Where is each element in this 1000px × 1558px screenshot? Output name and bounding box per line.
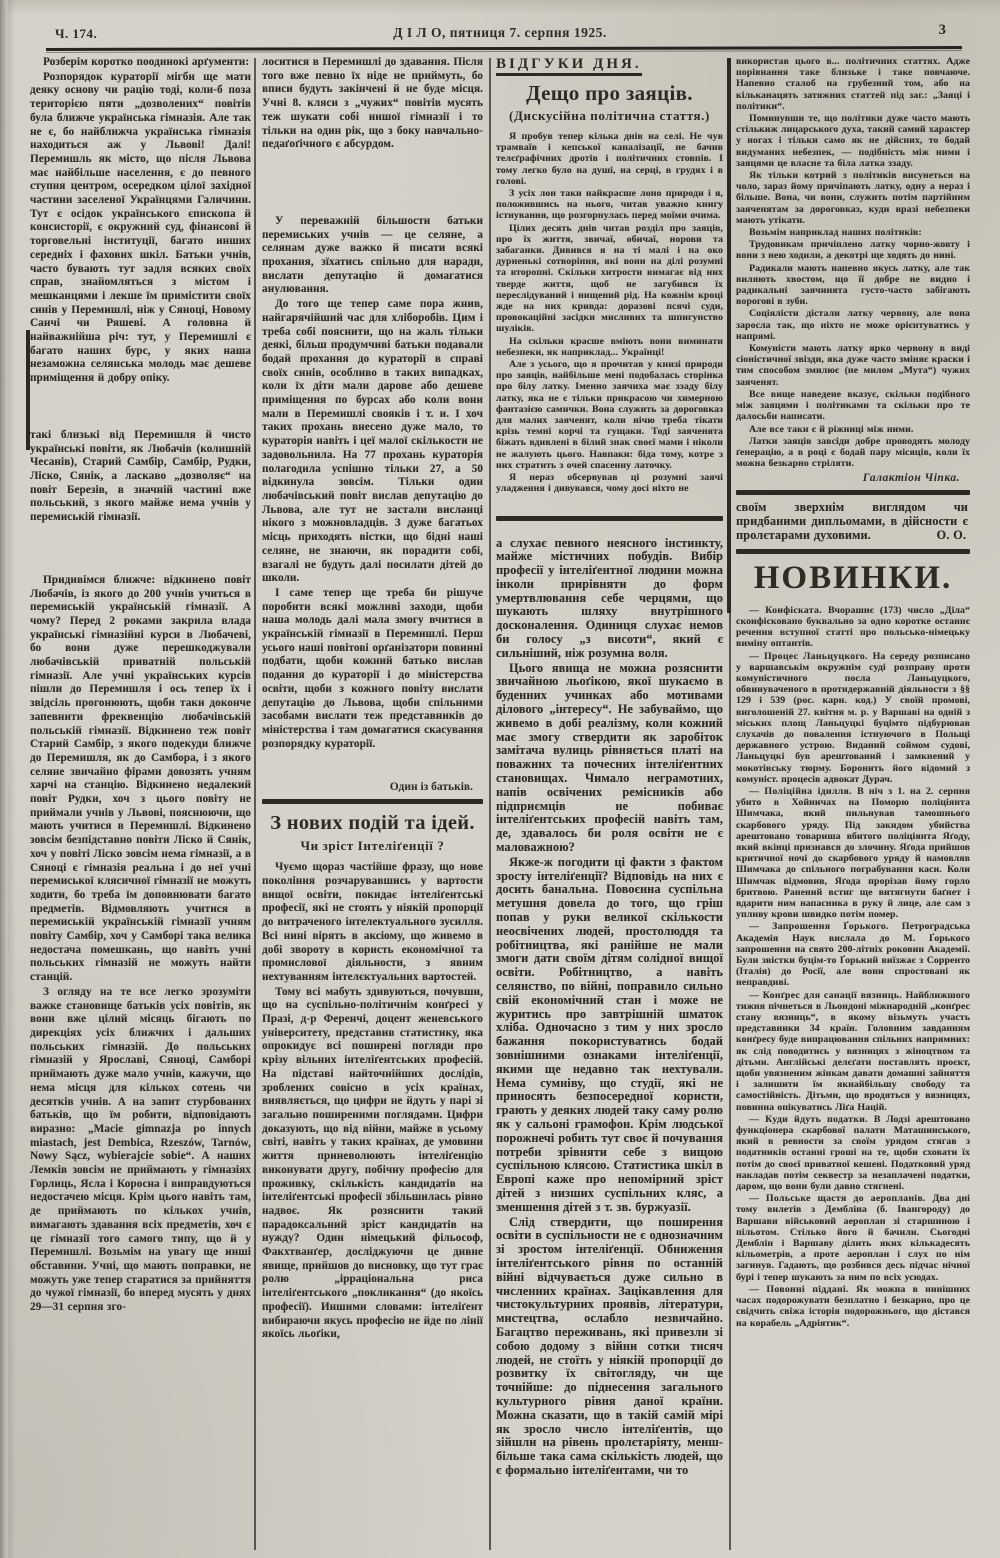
paragraph: У переважній більшости батьки перемиських учнів — це селяне, а селянам дуже важко й писати всякі прохання, зїхатись спільно для наради, вислати депутацію й домагатися анулювання. bbox=[262, 214, 483, 296]
column-rule-2 bbox=[489, 58, 491, 1550]
paragraph: До того ще тепер саме пора жнив, найгарячійший час для хліборобів. Цим і треба собі пояснити, що на жаль тільки деякі, більш продумчиві батьки подавали бодай прохання до кураторії в справі своїх синів, особливо в таких випадках, коли їх діти мали дарове або дешеве приміщення по бурсах або коли вони мали в Перемишлі свояків і т. и. І хоч таких прохань внесено дуже мало, то кураторія навіть і цеї малої скількости не задовольнила. На 77 прохань кураторія полагодила успішно тільки 27, а 50 відкинула зовсім. Тільки один любачівський повіт вислав депутацію до Львова, але тут не застали висланці нікого з можновладців. З дуже багатьох місць приходять вістки, що бідні наші селяне, не знаючи, як порадити собі, взагалі не будуть далі посилати дітей до школи. bbox=[262, 298, 483, 585]
headline: Дещо про заяців. bbox=[526, 81, 693, 105]
paragraph: Радикали мають напевно якусь латку, але так виляють хвостом, що її добре не видно і радикальні заячинята густо-часто забігають ворогові в зуби. bbox=[736, 262, 970, 308]
scan-edge-shadow bbox=[0, 0, 9, 1558]
headline: З нових подій та ідей. bbox=[270, 812, 475, 835]
paragraph: Але все таки є й ріжниці між ними. bbox=[749, 423, 914, 435]
divider bbox=[736, 490, 970, 495]
paragraph: Цього явища не можна розяснити звичайною льоґікою, якої шукаємо в буденних учинках або мотивами ділового „інтересу“. Не забуваймо, що живемо в добі реалізму, коли кожний має змогу ствердити як заробіток замітача вулиць рівняється платі на поважних та почесних інтеліґентних становищах. Чимало неграмотних, напів освічених ремісників або підприємців не побиває інтеліґентських професій навіть там, де, здавалось би роля освіти не є маловажною? bbox=[496, 660, 723, 855]
column-rule-1 bbox=[254, 58, 256, 1550]
paragraph: Трудовикам причіплено латку чорно-жовту і вони з нею ходили, а декотрі ще ходять до нині. bbox=[736, 239, 970, 262]
paragraph: Якже-ж погодити ці факти з фактом зросту інтеліґенції? Відповідь на них є досить банальна. Повоєнна суспільна метушня довела до того, що гріш попав у руки великої скількости неосвічених людей, простолюддя та робітництва, які ранійше не мали змоги дати своїм дітям солідної вищої освіти. Робітництво, а навіть селянство, по війні, поправило сильно свій економічний стан і може не журитись про завтрішній шматок хліба. Одночасно з тим у них зросло бажання покористуватись бодай зовнішними ознаками інтеліґенції, якими ще недавно так нехтували. Нема сумніву, що студії, які не приносять безпосередної користи, грають у деяких людей таку саму ролю як у сальоні грамофон. Крім людської порожнечі робить тут своє й почування потреби зрівняти себе з вищою суспільною клясою. Статистика шкіл в Европі каже про непомірний зріст дітей з низших суспільних кляс, а зменшення дітей з т. зв. буржуазії. bbox=[496, 854, 723, 1214]
column-1 bbox=[30, 56, 251, 1554]
issue-number: Ч. 174. bbox=[55, 26, 98, 41]
paragraph: Комуністи мають латку ярко червону в виді сіоністичної звізди, яка дуже часто зміняє краски і тим способом змилює (не милом „Мута“) чужих заяченят. bbox=[736, 343, 970, 388]
news-item: — Запрошення Ґорького. Петроградська Академія Наук вислала до М. Ґорького запрошення на свято 200-літніх роковин Академії. Були звістки буцім-то Ґорький виїзжає з Сорренто (Італія) до Росії, але вони спростовані як неправдиві. bbox=[736, 921, 970, 989]
paragraph: а слухає певного неясного інстинкту, майже містичних побудів. Вибір професії у інтеліґентної людини можна інколи прирівняти до форм умертвлювання себе черцями, що шукають шляху внутрішного досконалення. Одиниця слухає немов би голосу „з висоти“, який є сильніший, ніж розумна воля. bbox=[496, 535, 723, 660]
page-number: 3 bbox=[938, 22, 946, 38]
paragraph: Придивімся ближче: відкинено повіт Любачів, із якого до 200 учнів учиться в перемиській українській гімназії. А чому? Перед 2 роками закрила влада українські гімназійні курси в Любачеві, бо вони дуже перешкоджували любачівській приватній польській гімназії. Але учні українських курсів пішли до Перемишля і ось тепер їх і звідсіль прогонюють, щоби таки доконче запевнити фреквенцію любачівській польській гімназії. Відкинено теж повіт Старий Самбір, з якого подекуди ближче до Перемишля, як до Самбора, і з якого селяне звичайно фірами довозять учням харчі на станцію. Відкинено недалекий повіт Рудки, хоч з цього повіту не приймали учнів у Львові, пояснюючи, що мають учитися в Перемишлі. Відкинено зовсім безпідставно повіти Ліско й Сянік, хоч у повіті Ліско зовсім нема гімназії, а в Сяноці є гімназія реальна і до неї учні перемиської клясичної гімназії не можуть ходити, бо треба їм доповнювати багато предметів. Відмовляють учитися в перемиській українській гімназії учням повіту Самбір, хоч у Самборі така велика недостача помешкань, що навіть учні польських гімназій не можуть найти станцій. bbox=[30, 573, 251, 984]
divider bbox=[496, 516, 723, 521]
paragraph: Я пробув тепер кілька днів на селі. Не чув трамваїв і кепської каналізації, не бачив телєґрафічних дротів і політичних стовпів. І тому легко було на душі, на серці, в грудях і в голові. bbox=[496, 131, 723, 187]
paragraph: своїм зверхнім виглядом чи придбаними дипльомами, в дійсности є пролєтарами духовими. О. О. bbox=[736, 500, 968, 542]
paragraph: Слід ствердити, що поширення освіти в суспільности не є однозначним зі зростом інтеліґенції. Обниження інтеліґентського рівня по останній війні відчувається дуже сильно в численних країнах. Зацікавлення для чистокультурних проявів, літератури, мистецтва, ослабло незвичайно. Багацтво переживань, які привезли зі собою додому з війни сотки тисяч людей, не стоїть у ніякій пропорції до розвитку їх світогляду, чи ще точнійше: до піднесення загального культурного рівня даної країни. Можна сказати, що в такій самій мірі як зросло число інтеліґентів, що зійшли на рівень пролєтаріяту, менш-більше така сама скількість людей, що є формально інтеліґентами, чи то bbox=[496, 1214, 723, 1477]
paragraph: На скільки красше вміють вони виминати небезпеки, як наприклад... Українці! bbox=[496, 335, 723, 358]
paragraph: Латки заяців завсіди добре проводять молоду ґенерацію, а в році є бодай пару місяців, коли їх можна безкарно стріляти. bbox=[736, 435, 970, 470]
column-gap bbox=[496, 496, 723, 510]
column-gap bbox=[262, 153, 483, 215]
news-item: — Конфіската. Вчорашнє (173) число „Діла“ сконфісковано буквально за одно коротке останнє речення вступної статті про польсько-німецьку виміну оптантів. bbox=[736, 604, 970, 650]
byline: Один із батьків. bbox=[389, 781, 473, 794]
paragraph: Возьмім наприклад наших політиків: bbox=[749, 227, 922, 239]
column-gap bbox=[262, 752, 483, 778]
news-item: — Куди йдуть податки. В Лодзі арештовано функціонера скарбової палати Маташинського, який в ревности за своїм урядом стягав з податників останні гроші на те, щоби сховати їх потім до своєї приватної кешені. Податковий уряд накладав потім секвестр за незаплачені податки, даром, що вони були давно стягнені. bbox=[736, 1113, 970, 1193]
column-gap bbox=[30, 526, 251, 574]
column-3 bbox=[496, 56, 723, 1554]
divider bbox=[736, 549, 970, 554]
paragraph: Розпорядок кураторії мігби ще мати деяку основу чи рацію тоді, коли-б поза територією пяти „дозволених“ повітів була ближче українська гімназія. Але так не є, бо найближча українська гімназія находиться аж у Львові! Далі! Перемишль як місто, що після Львова має найбільше населення, є до певного ступня центром, осередком цілої західної частини заселеної Українцями Галичини. Тут є осідок українського єпископа й консисторії, є окружний суд, фінансові й торговельні інституції, багато инших середніх і фахових шкіл. Батьки учнів, часто бувають тут задля всяких своїх справ, знайомляться з містом і мешканцями і лекше їм примістити своїх синів у Перемишлі, ніж у Сяноці, Новому Санчі чи Ряшеві. А головна й найважнійша річ: тут, у Перемишлі є багато наших бурс, у яких наша незаможна селянська молодь має дешеве приміщення й добру опіку. bbox=[30, 70, 251, 385]
paragraph: З огляду на те все легко зрозуміти важке становище батьків усіх повітів, як вони вже цілий місяць бігають по дирекціях усіх ближчих і дальших польських гімназій. До польських гімназій у Ярославі, Сяноці, Самборі приймають дуже мало учнів, кажучи, що нема місця для кількох сотень чи десятків учнів. А на запит стурбованих батьків, що їм робити, відповідають виразно: „Macie gimnazja po innych miastach, jest Dembica, Rzeszów, Tarnów, Nowy Sącz, wybierajcie sobie“. А наших Лемків зовсім не приймають у гімназіях Горлиць, Ясла і Коросна і виправдуються недостачею місця. Крім цього навіть там, де приймають по кількох учнів, вимагають здавання всіх предметів, хоч є це гімназії того самого типу, що й у Перемишлі. Возьмім на увагу ще инші обставини. Учні, що мають поправки, не можуть уже тепер старатися за прийняття до чужої гімназії, бо вперед мусять у днях 29—31 серпня зго- bbox=[30, 985, 251, 1314]
paragraph: Чуємо щораз частійше фразу, що нове покоління розчарувавшись у вартости вищої освіти, покидає інтеліґентські професії, які не стоять у ніякій пропорції до витраченого інтелектуального зусилля. Всі нині вірять в аксіому, що живемо в добі звороту в користь економічної та промислової діяльности, з явним нехтуванням інтелєктуальних вартостей. bbox=[262, 861, 483, 983]
paragraph: такі близькі від Перемишля й чисто українські повіти, як Любачів (колишній Чесанів), Старий Самбір, Самбір, Рудки, Ліско, Сянік, а ласкаво „дозволяє“ на повіт Березів, в значній частині вже польський, з якого майже нема учнів у перемиській гімназії. bbox=[30, 428, 251, 524]
section-header: ВІДГУКИ ДНЯ. bbox=[496, 56, 723, 73]
headline: НОВИНКИ. bbox=[753, 559, 953, 596]
news-item: — Польське щастя до аеропланів. Два дні тому вилетів з Дембліна (б. Івангороду) до Варшави військовий аероплан зі старшиною і пільотом. Стілько його й бачили. Сьогодні Демблін і Варшаву ділить яких кількадесять кільометрів, а проте аероплан і слух по нім загинув. Гадають, що розбився десь підчас нічної бурі і тепер шукають за ним по всіх усюдах. bbox=[736, 1193, 970, 1283]
headline: Чи зріст Інтеліґенції ? bbox=[300, 838, 445, 854]
paragraph: Поминувши те, що політики дуже часто мають стількиж лицарського духа, такий самий характер у ногах і тільки само як не дійсних, то бодай видуманих небезпек, — подібність між ними і заяцями це власне та біла латка ззаду. bbox=[736, 113, 970, 169]
masthead: Д І Л О, пятниця 7. серпня 1925. bbox=[393, 25, 607, 40]
paragraph: Як тільки котрий з політиків висунеться на чоло, зараз йому причіпають латку, одну а нераз і більше. Вона, чи вони, служить потім партійним заяченятам за дороговказ, куди вразі небезпеки мають утікати. bbox=[736, 170, 970, 226]
paragraph: Цілих десять днів читав розділ про заяців, про їх життя, звичаї, обичаї, норови та забаганки. Дивився я на ті малі і на око дурненькі сотворіння, які вони на ділі розумні та второпні. Скільки хитрости вимагає від них тверде життя, щоб не загубився їх переслідуваний і нищений рід. На кожнім кроці жде на них кривда: доразові псячі суди, провокаційні засідки мисливих та шпигунство шуліків. bbox=[496, 222, 723, 335]
paragraph: лоситися в Перемишлі до здавання. Після того вже певно їх ніде не приймуть, бо вписи будуть закінчені й не буде місця. Учні 8. кляси з „чужих“ повітів мусять теж шукати собі иншої гімназії і то тільки на один рік, що з боку навчально-педаґоґічного є абсурдом. bbox=[262, 56, 483, 151]
column-gap bbox=[496, 527, 723, 537]
paragraph: Все вище наведене вказує, скільки подібного між заяцями і політиками та скільки про те далосьби написати. bbox=[736, 388, 970, 423]
paragraph: І саме тепер ще треба би рішуче поробити всякі можливі заходи, щоби наша молодь далі мала змогу вчитися в українській гімназії в Перемишлі. Перш усього наші повітові орґанізатори повинні подбати, щоби кожний батько вислав подання до кураторії і до міністерства освіти, щоби з кожного повіту вислати депутацію до Львова, щоби спільними засобами вислати теж представників до міністерства і там домагатися скасування розпорядку кураторії. bbox=[262, 586, 483, 750]
column-gap bbox=[30, 387, 251, 429]
news-item: — Конґрес для санації вязниць. Найближшого тижня пічнеться в Льондоні міжнародній „конґрес стану вязниць“, в якому візьмуть участь представники 34 країн. Головним завданням конґресу буде випрацювання спільних напрямних: як слід поводитись у вязницях з жіноцтвом та дітьми. Англійські делєґати поставлять проєкт, щоби увязненим жінкам давати домашні зайняття і залишити їм якнайбільшу свободу та самостійність. Дітьми, що вродяться у вязницях, повинна опікуватись Ліґа Націй. bbox=[736, 989, 970, 1113]
column-2 bbox=[262, 56, 483, 1554]
paragraph: Соціялісти дістали латку червону, але вона заросла так, що ніхто не може орієнтуватись у напрямі. bbox=[736, 308, 970, 342]
news-item: — Процес Ланьцуцкого. На середу розписано у варшавськім окружнім суді розправу проти комуністичного посла Ланьцуцкого, обвинуваченого в протидержавній діяльности з §§ 129 і 539 (рос. карн. код.) У своїй промові, виголошеній 27. квітня м. р. у Варшаві на одній з міських площ Ланьцуцкі буцімто підбурював слухачів до повалення істнуючого в Польщі державного устрою. Виданий соймом судові, Ланьцуцкі був арештований і замкнений у мокотівську тюрму. Боронить його відомий з комуніст. процесів адвокат Дурач. bbox=[736, 650, 970, 785]
paragraph: Розберім коротко поодинокі арґументи: bbox=[43, 56, 250, 68]
column-4 bbox=[736, 56, 970, 1554]
paragraph: Але з усього, що я прочитав у книзі природи про заяців, найбільше мені подобалась сторінка про білу латку. Іменно заячиха має ззаду білу латку, яка не є тільки прикрасою чи химерною фантазією самички. Вона служить за дороговказ для малих заяченят, коли нічю треба тікати крізь темні корчі та гущаки. Тоді заяченята біжать вдивлені в білий знак своєї мами і ніколи не жалують цього. Навпаки: біда тому, котре з них стратить з очей спасенну латочку. bbox=[496, 359, 723, 471]
headline: (Дискусійна політична стаття.) bbox=[509, 108, 710, 123]
paragraph: З усіх лон таки найкрасше лоно природи і я, положившись на нього, читав уважно книгу істнування, що розгорнулась перед моїми очима. bbox=[496, 188, 723, 222]
paragraph: використав цього в... політичних статтях. Адже порівнання таке близьке і таке повчаюче. Напевно сталоб на грубезний том, або на кільканацять затяжних статтей під заг.: „Заяці і політики“. bbox=[736, 56, 970, 112]
divider bbox=[262, 799, 483, 804]
news-item: — Поліційна ідилля. В ніч з 1. на 2. серпня убито в Хойничах на Поморю поліціянта Шимчака, який пильнував тамошнього скарбового уряду. Під закидом убийства арештовано товариша вбитого поліціянта Яґоду, який вкінці признався до злочину. Яґода прийшов критичної ночі до скарбового уряду й намовляв Шимчака до спільного пограбування каси. Коли Шимчак відмовив, Яґода прорізав йому горло бритвою. Ранений встиг ще витягнути баґнет і вдарити ним напасника в руку й лице, але сам з упливу крови швидко потім помер. bbox=[736, 785, 970, 921]
byline: Галактіон Чіпка. bbox=[862, 472, 960, 485]
news-item: — Повонні піддані. Як можна в нинішних часах подорожувати безплатно і безкарно, про це свідчить свіжа історія подорожнього, що дістався на корабель „Адріятик“. bbox=[736, 1283, 970, 1329]
paragraph: Тому всі мабуть здивуються, почувши, що на суспільно-політичнім конґресі у Празі, д-р Ференчі, доцент женевського університету, представив статистику, яка опрокидує всі поширені погляди про крізу вільних інтеліґентських професій. На підставі найточнійших дослідів, зроблених совісно в усіх країнах, виявляється, що цифри не йдуть у парі зі загально поширеними поглядами. Цифри доказують, що від війни, майже в усьому світі, навіть у таких країнах, де умовини життя приневолюють інтеліґенцію виконувати другу, побічну професію для проживку, скількість кандидатів на інтеліґентські професії збільшилась рівно надвоє. Як розяснити такий парадоксальний зріст кандидатів на нужду? Один німецький фільософ, Факхтванґер, досліджуючи це дивне явище, прийшов до висновку, що тут грає ролю „ірраціональна риса інтеліґентського „покликання“ (до якоїсь професії). Иншими словами: інтеліґент вибираючи якусь професію не йде по лінії якоїсь льоґіки, bbox=[262, 985, 483, 1341]
column-rule-heavy bbox=[727, 58, 731, 613]
paragraph: Я нераз обсервував ці розумні заячі уладження і дивувався, чому досі ніхто не bbox=[496, 472, 723, 495]
